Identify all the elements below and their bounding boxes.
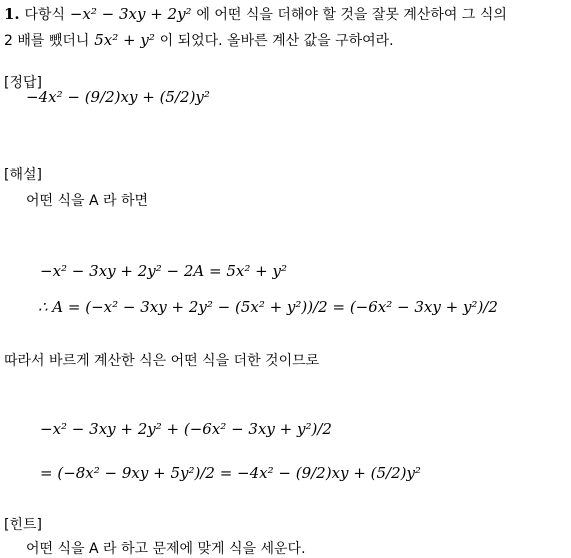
wrong-result-polynomial: 5x² + y² (94, 31, 155, 49)
solution-intro: 어떤 식을 A 라 하면 (26, 193, 149, 209)
hint-text: 어떤 식을 A 라 하고 문제에 맞게 식을 세운다. (26, 541, 306, 557)
problem-text-b: 에 어떤 식을 더해야 할 것을 잘못 계산하여 그 식의 (196, 7, 507, 23)
hint-heading: [힌트] (4, 517, 42, 533)
equation-2-text: ∴ A = (−x² − 3xy + 2y² − (5x² + y²))/2 = (−6x² − 3xy + y²)/2 (38, 298, 498, 316)
equation-3-text: −x² − 3xy + 2y² + (−6x² − 3xy + y²)/2 (40, 420, 332, 438)
equation-4-text: = (−8x² − 9xy + 5y²)/2 = −4x² − (9/2)xy + (5/2)y² (40, 464, 421, 482)
solution-heading: [해설] (4, 167, 42, 183)
answer-heading: [정답] (4, 75, 42, 91)
equation-1-text: −x² − 3xy + 2y² − 2A = 5x² + y² (40, 262, 287, 280)
equation-4 (40, 464, 421, 482)
equation-1 (40, 262, 287, 280)
problem-text-d: 이 되었다. 올바른 계산 값을 구하여라. (159, 33, 394, 49)
given-polynomial: −x² − 3xy + 2y² (69, 5, 192, 23)
answer-expression (26, 88, 210, 106)
problem-text-a: 다항식 (24, 7, 66, 23)
problem-line-1 (4, 4, 507, 24)
answer-expr-text: −4x² − (9/2)xy + (5/2)y² (26, 88, 210, 106)
problem-number: 1. (4, 5, 20, 23)
equation-2 (38, 298, 498, 316)
solution-middle-text: 따라서 바르게 계산한 식은 어떤 식을 더한 것이므로 (4, 353, 320, 369)
problem-text-c: 2 배를 뺐더니 (4, 33, 90, 49)
problem-line-2 (4, 30, 394, 50)
equation-3 (40, 420, 332, 438)
